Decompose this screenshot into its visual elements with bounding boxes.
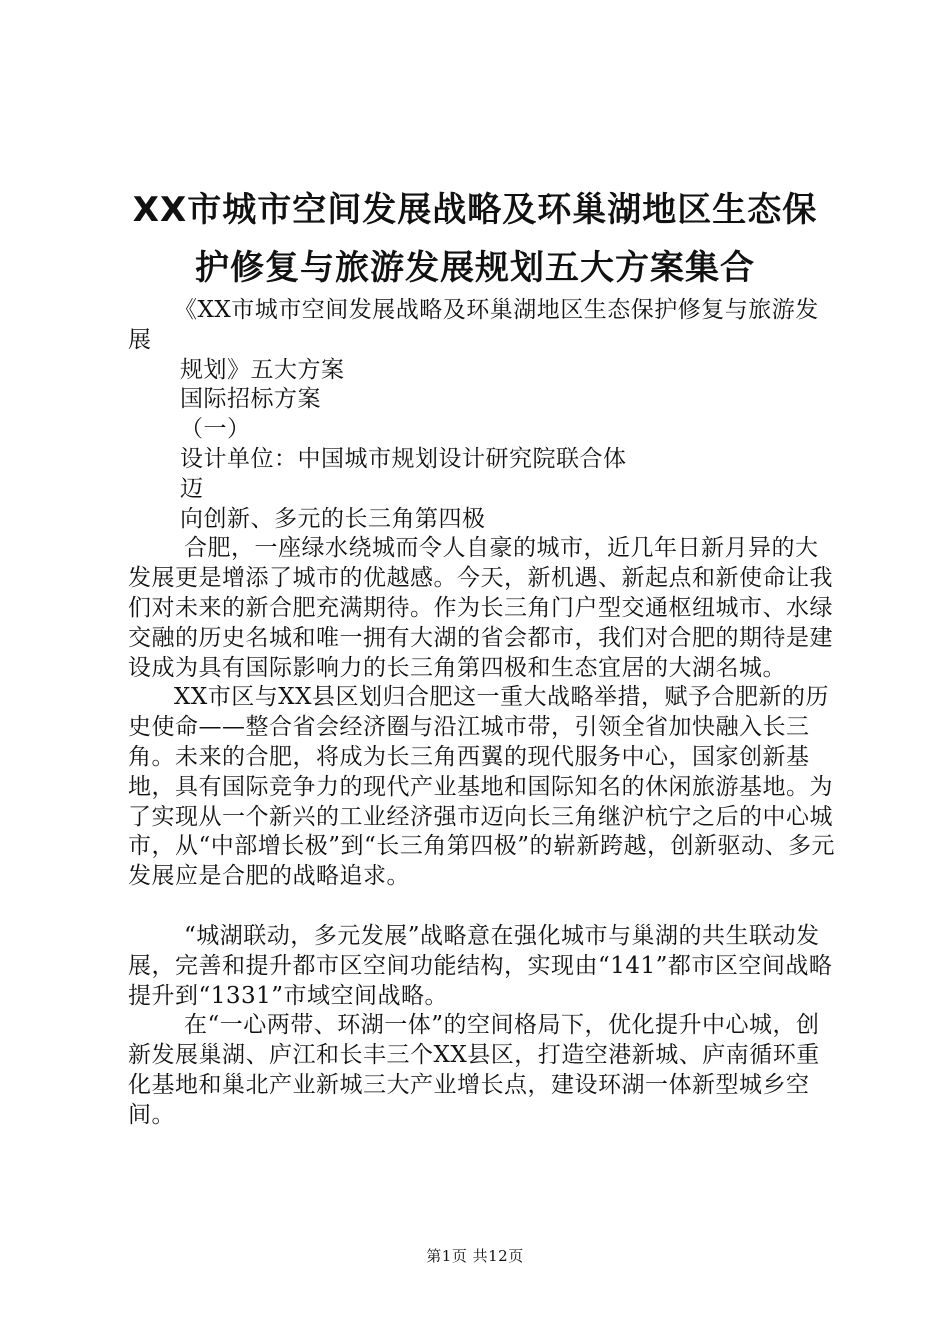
title-line-2: 护修复与旅游发展规划五大方案集合 — [195, 248, 755, 288]
paragraph-4: 在“一心两带、环湖一体”的空间格局下，优化提升中心城，创新发展巢湖、庐江和长丰三个XX县区，打造空港新城、庐南循环重化基地和巢北产业新城三大产业增长点，建设环湖一体新型城乡空间。 — [128, 1012, 820, 1128]
paragraph-3: “城湖联动，多元发展”战略意在强化城市与巢湖的共生联动发展，完善和提升都市区空间功能结构，实现由“141”都市区空间战略提升到“1331”市域空间战略。 — [128, 922, 833, 1009]
intro-line: 《XX市城市空间发展战略及环巢湖地区生态保护修复与旅游发展 — [128, 297, 819, 353]
paragraph-2: XX市区与XX县区划归合肥这一重大战略举措，赋予合肥新的历史使命——整合省会经济圈与沿江城市带，引领全省加快融入长三角。未来的合肥，将成为长三角西翼的现代服务中心，国家创新基地，具有国际竞争力的现代产业基地和国际知名的休闲旅游基地。为了实现从一个新兴的工业经济强市迈向长三角继沪杭宁之后的中心城市，从“中部增长极”到“长三角第四极”的崭新跨越，创新驱动、多元发展应是合肥的战略追求。 — [128, 684, 836, 890]
section-number: （一） — [180, 416, 251, 443]
subtitle-line: 向创新、多元的长三角第四极 — [180, 505, 486, 532]
subtitle-fragment: 迈 — [180, 475, 204, 502]
section-heading: 国际招标方案 — [180, 386, 321, 413]
title-line-1: XX市城市空间发展战略及环巢湖地区生态保 — [132, 190, 818, 230]
page-footer: 第1页 共12页 — [426, 1247, 524, 1265]
paragraph-1: 合肥，一座绿水绕城而令人自豪的城市，近几年日新月异的大发展更是增添了城市的优越感。今天，新机遇、新起点和新使命让我们对未来的新合肥充满期待。作为长三角门户型交通枢纽城市、水绿交融的历史名城和唯一拥有大湖的省会都市，我们对合肥的期待是建设成为具有国际影响力的长三角第四极和生态宜居的大湖名城。 — [128, 535, 833, 681]
paragraph-spacer — [128, 892, 840, 922]
design-unit-line: 设计单位：中国城市规划设计研究院联合体 — [180, 445, 627, 472]
plan-title-line: 规划》五大方案 — [180, 356, 345, 383]
document-body — [128, 296, 840, 1131]
